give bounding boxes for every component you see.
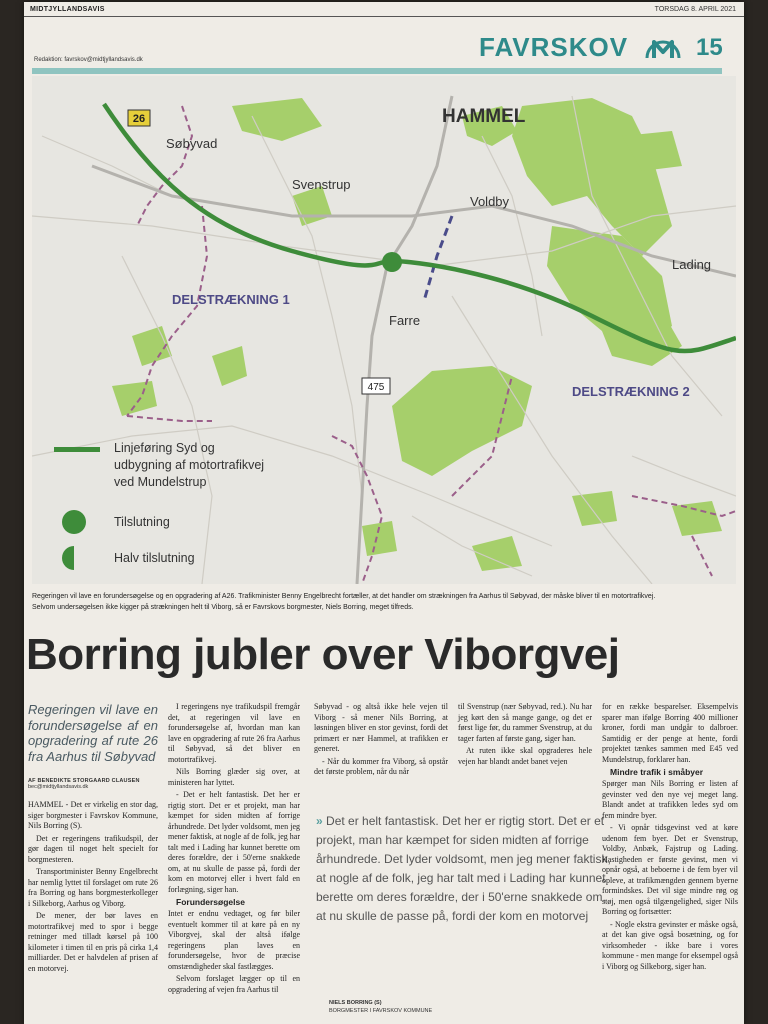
article-column-4	[458, 702, 592, 769]
caption-line-2: Selvom undersøgelsen ikke kigger på strækningen helt til Viborg, så er Favrskovs borgmester, Niels Borring, meget tilfreds.	[32, 604, 414, 611]
paragraph: Selvom forslaget lægger op til en opgradering af vejen fra Aarhus til	[168, 974, 300, 994]
paragraph: - Det er helt fantastisk. Det her er rigtig stort. Det er et projekt, man har kæmpet for siden midten af forrige århundrede. Det lyder voldsomt, men jeg mener faktisk, at nogle af de folk, jeg har talt med i Lading har kunnet berette om deres forældre, der i 50'erne snakkede om, at nu skulle de passe på, fordi der kom en motorvej eller i hvert fald en forlægning, siger han.	[168, 790, 300, 894]
paragraph: for en række besparelser. Eksempelvis sparer man ifølge Borring 400 millioner kroner, fordi man undgår to dalbroer. Samtidig er der penge at hente, fordi projektet tænkes sammen med E45 ved Mundelstrup, forklarer han.	[602, 702, 738, 764]
legend-tilslutning-label: Tilslutning	[114, 515, 170, 529]
legend-line-label-2: udbygning af motortrafikvej	[114, 458, 265, 472]
paragraph: til Svenstrup (nær Søbyvad, red.). Nu har jeg kørt den så mange gange, og det er først lige før, du rammer Svenstrup, at du tager farten af første gang, siger han.	[458, 702, 592, 743]
publication-name: MIDTJYLLANDSAVIS	[30, 6, 105, 13]
pull-quote-text: Det er helt fantastisk. Det her er rigtig stort. Det er et projekt, man har kæmpet for siden midten af forrige århundrede. Det lyder voldsomt, men jeg mener faktisk, at nogle af de folk, jeg har talt med i Lading har kunnet berette om deres forældre, der i 50'erne snakkede om, at nu skulle de passe på, fordi der kom en motorvej	[316, 814, 611, 923]
article-headline: Borring jubler over Viborgvej	[26, 630, 620, 679]
town-lading: Lading	[672, 257, 712, 272]
page-number: 15	[696, 34, 723, 61]
paragraph: Det er regeringens trafikudspil, der gør dagen til noget helt specielt for borgmesteren.	[28, 833, 158, 864]
issue-date: TORSDAG 8. APRIL 2021	[654, 6, 736, 13]
road-475	[357, 96, 452, 584]
town-voldby: Voldby	[470, 194, 510, 209]
town-farre: Farre	[389, 313, 421, 328]
article-column-5	[602, 702, 738, 974]
paragraph: At ruten ikke skal opgraderes hele vejen har blandt andet banet vejen	[458, 746, 592, 766]
caption-line-1: Regeringen vil lave en forundersøgelse og en opgradering af A26. Trafikminister Benny Engelbrecht fortæller, at det handler om strækningen fra Aarhus til Søbyvad, der måske bliver til en motortrafikvej.	[32, 593, 656, 600]
subheading-mindre-trafik: Mindre trafik i småbyer	[610, 767, 704, 777]
junction-full-icon	[382, 252, 402, 272]
paragraph: Søbyvad - og altså ikke hele vejen til Viborg - så mener Nils Borring, at løsningen bliver en stor gevinst, fordi det primært er nær Hammel, at trafikken er generet.	[314, 702, 448, 753]
author-email: bec@midtjyllandsavis.dk	[28, 784, 89, 790]
segment-1-label: DELSTRÆKNING 1	[172, 292, 290, 307]
paragraph: I regeringens nye trafikudspil fremgår det, at regeringen vil lave en forundersøgelse af, hvordan man kan lave en opgradering af rute 26 fra Aarhus til Søbyvad, så det bliver en motortrafikvej.	[168, 702, 300, 764]
town-sobyvad: Søbyvad	[166, 136, 218, 151]
legend-halv-tilslutning-label: Halv tilslutning	[114, 551, 195, 565]
legend-line-label-1: Linjeføring Syd og	[114, 441, 215, 455]
road-shield-26	[128, 110, 150, 126]
paragraph: - Vi opnår tidsgevinst ved at køre udenom fem byer. Det er Svenstrup, Voldby, Anbæk, Fajstrup og Lading. Hastigheden er første gevinst, men vi opnår også, at beboerne i de fem byer vil opleve, at trafikmængden gennem byerne formindskes. Det vil sige mindre røg og støj, men også tilgængelighed, siger Nils Borring og fortsætter:	[602, 823, 738, 916]
town-hammel: HAMMEL	[442, 106, 526, 127]
quote-source: NIELS BORRING (S)	[329, 1000, 382, 1006]
town-svenstrup: Svenstrup	[292, 177, 351, 192]
article-column-3	[314, 702, 448, 780]
article-byline: AF BENEDIKTE STORGAARD CLAUSEN	[28, 778, 140, 784]
quote-mark-icon: »	[316, 814, 323, 828]
photo-caption	[32, 591, 736, 613]
segment-2-label: DELSTRÆKNING 2	[572, 384, 690, 399]
planned-connector-road	[424, 216, 452, 301]
legend-full-circle-icon	[62, 510, 86, 534]
legend-line-icon	[54, 447, 100, 452]
map-graphic	[32, 76, 736, 584]
map-legend	[54, 441, 264, 570]
legend-line-label-3: ved Mundelstrup	[114, 475, 207, 489]
paragraph: Intet er endnu vedtaget, og før biler eventuelt kommer til at køre på en ny Viborgvej, skal der altså ifølge regeringens plan laves en forundersøgelse, hvor de præcise omstændigheder skal fastlægges.	[168, 909, 300, 971]
legend-half-circle-icon	[62, 546, 74, 570]
shield-475-label: 475	[367, 382, 385, 393]
section-title: FAVRSKOV	[479, 32, 629, 62]
shield-26-label: 26	[132, 113, 146, 125]
road-shield-475	[362, 378, 390, 394]
paragraph: Nils Borring glæder sig over, at ministeren har lyttet.	[168, 767, 300, 787]
article-deck: Regeringen vil lave en forundersøgelse af en opgradering af rute 26 fra Aarhus til Søbyvad	[28, 702, 158, 764]
article-column-2	[168, 702, 300, 997]
paragraph: Transportminister Benny Engelbrecht har nemlig lyttet til forslaget om rute 26 fra Borring og hans borgmesterkolleger i Silkeborg, Aarhus og Viborg.	[28, 867, 158, 908]
paragraph: - Når du kommer fra Viborg, så opstår det første problem, når du når	[314, 756, 448, 776]
pull-quote	[316, 812, 616, 926]
subheading-forundersogelse: Forundersøgelse	[176, 897, 245, 907]
paragraph: De mener, der bør laves en motortrafikvej med to spor i begge retninger med tilladt kørsel på 100 kilometer i timen til en pris på cirka 1,4 milliarder. Det er halvdelen af prisen af en motorvej.	[28, 911, 158, 973]
newspaper-page	[24, 2, 744, 1024]
midtjyllandsavis-logo-icon	[644, 30, 682, 62]
paragraph: - Nogle ekstra gevinster er måske også, at det kan give også bosætning, og for virksomheder - ikke bare i vores kommune - men mange for eksempel også i Viborg og Silkeborg, siger han.	[602, 919, 738, 971]
masthead	[24, 2, 744, 17]
article-column-1	[28, 702, 158, 976]
route-map	[32, 76, 736, 584]
section-rule	[32, 68, 722, 74]
quote-role: BORGMESTER I FAVRSKOV KOMMUNE	[329, 1008, 433, 1014]
paragraph: Spørger man Nils Borring er listen af gevinster ved den nye vej meget lang. Blandt andet at trafikken ledes syd om fem mindre byer.	[602, 779, 738, 820]
paragraph: HAMMEL - Det er virkelig en stor dag, siger borgmester i Favrskov Kommune, Nils Borring (S).	[28, 800, 158, 830]
editorial-contact: Redaktion: favrskov@midtjyllandsavis.dk	[34, 57, 143, 63]
